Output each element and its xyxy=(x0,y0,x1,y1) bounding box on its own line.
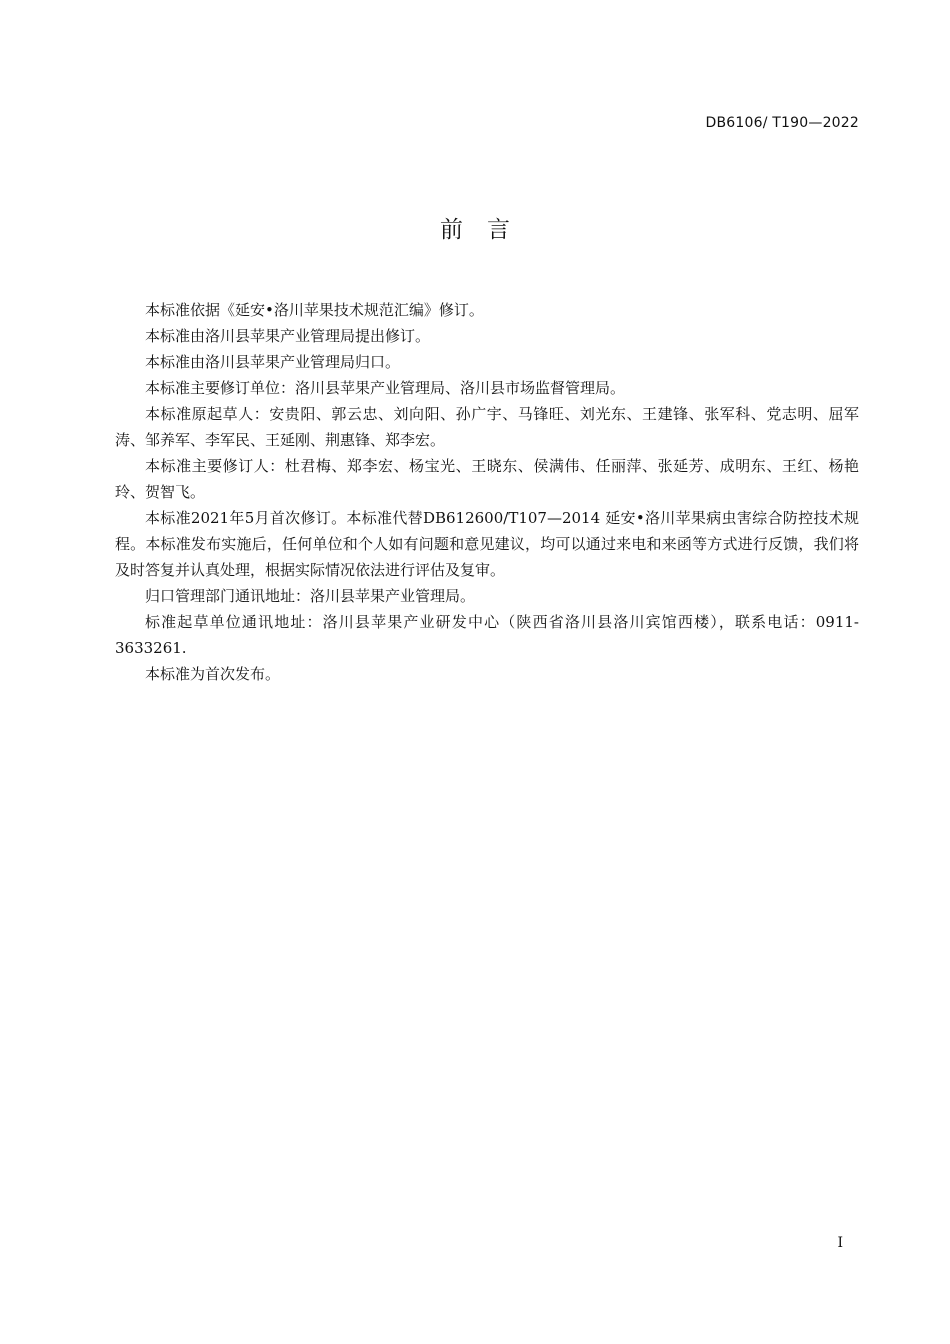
paragraph-basis: 本标准依据《延安•洛川苹果技术规范汇编》修订。 xyxy=(145,301,484,319)
paragraph-revision-history: 本标准2021年5月首次修订。本标准代替DB612600/T107—2014 延安•洛川苹果病虫害综合防控技术规程。本标准发布实施后，任何单位和个人如有问题和意见建议，均可以通过来电和来函等方式进行反馈，我们将及时答复并认真处理，根据实际情况依法进行评估及复审。 xyxy=(115,509,859,579)
paragraph-revising-units: 本标准主要修订单位：洛川县苹果产业管理局、洛川县市场监督管理局。 xyxy=(145,379,626,397)
paragraph-management-address: 归口管理部门通讯地址：洛川县苹果产业管理局。 xyxy=(145,587,476,605)
paragraph-revisers: 本标准主要修订人：杜君梅、郑李宏、杨宝光、王晓东、侯满伟、任丽萍、张延芳、成明东、王红、杨艳玲、贺智飞。 xyxy=(115,457,859,501)
paragraph-drafter-address: 标准起草单位通讯地址：洛川县苹果产业研发中心（陕西省洛川县洛川宾馆西楼），联系电话：0911-3633261. xyxy=(115,613,859,657)
page-number: I xyxy=(837,1235,843,1251)
paragraph-proposer: 本标准由洛川县苹果产业管理局提出修订。 xyxy=(145,327,431,345)
page-title: 前言 xyxy=(440,217,534,243)
paragraph-first-release: 本标准为首次发布。 xyxy=(145,665,281,683)
paragraph-centralized: 本标准由洛川县苹果产业管理局归口。 xyxy=(145,353,401,371)
paragraph-original-drafters: 本标准原起草人：安贵阳、郭云忠、刘向阳、孙广宇、马锋旺、刘光东、王建锋、张军科、党志明、屈军涛、邹养军、李军民、王延刚、荆惠锋、郑李宏。 xyxy=(115,405,859,449)
foreword-body xyxy=(115,297,859,687)
document-code: DB6106/ T190—2022 xyxy=(705,115,859,131)
